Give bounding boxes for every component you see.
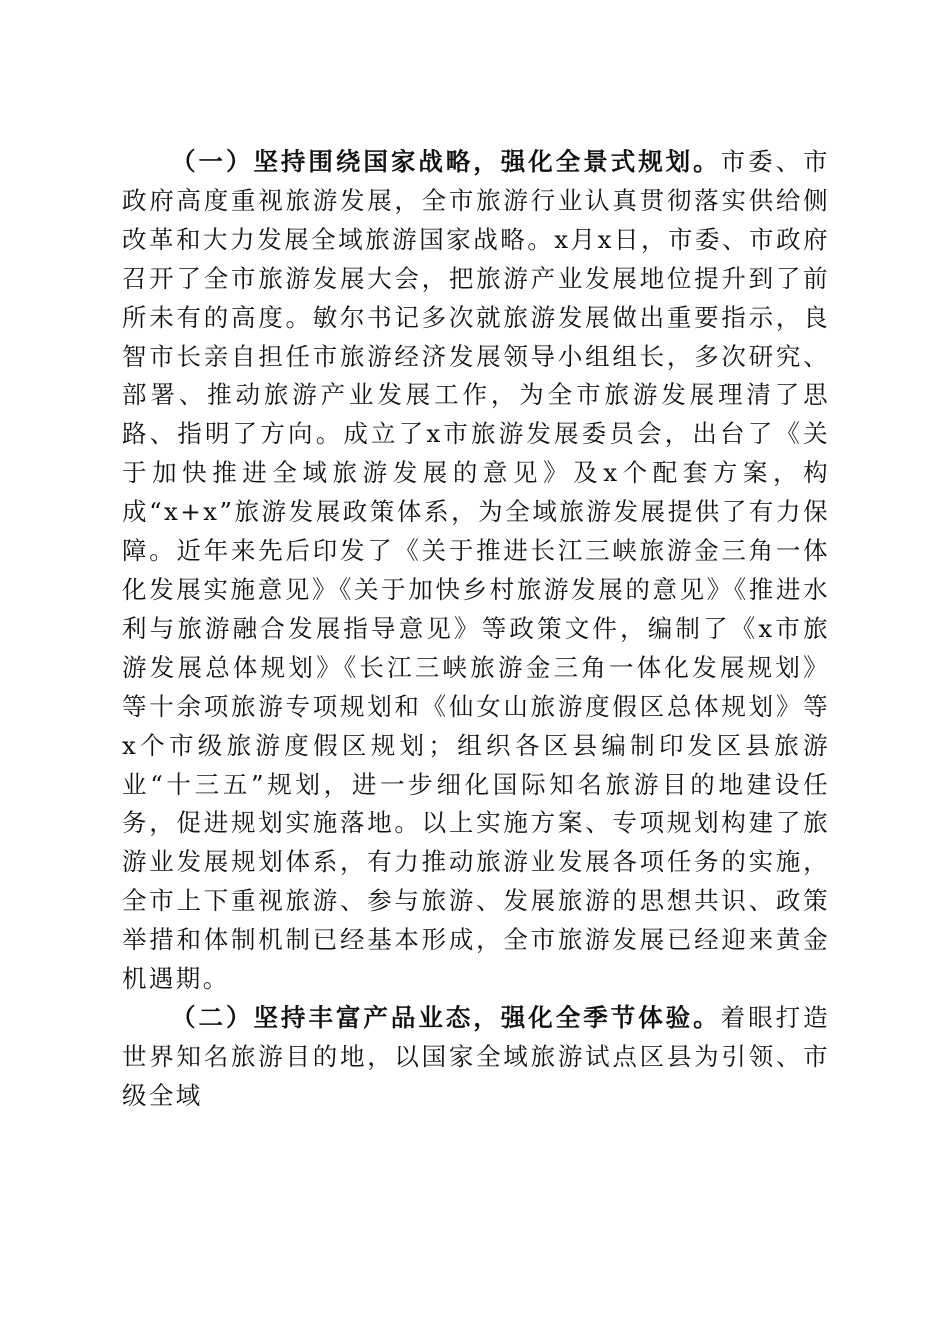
paragraph-2-body: 着眼打造世界知名旅游目的地，以国家全域旅游试点区县为引领、市级全域: [122, 1002, 831, 1110]
document-page: [122, 143, 830, 1116]
paragraph-2-heading: （二）坚持丰富产品业态，强化全季节体验。: [171, 1002, 721, 1032]
paragraph-2: [122, 999, 830, 1116]
paragraph-1-heading: （一）坚持围绕国家战略，强化全景式规划。: [171, 147, 721, 176]
paragraph-1-body: 市委、市政府高度重视旅游发展，全市旅游行业认真贯彻落实供给侧改革和大力发展全域旅游国家战略。x月x日，市委、市政府召开了全市旅游发展大会，把旅游产业发展地位提升到了前所未有的高度。敏尔书记多次就旅游发展做出重要指示，良智市长亲自担任市旅游经济发展领导小组组长，多次研究、部署、推动旅游产业发展工作，为全市旅游发展理清了思路、指明了方向。成立了x市旅游发展委员会，出台了《关于加快推进全域旅游发展的意见》及x个配套方案，构成“x+x”旅游发展政策体系，为全域旅游发展提供了有力保障。近年来先后印发了《关于推进长江三峡旅游金三角一体化发展实施意见》《关于加快乡村旅游发展的意见》《推进水利与旅游融合发展指导意见》等政策文件，编制了《x市旅游发展总体规划》《长江三峡旅游金三角一体化发展规划》等十余项旅游专项规划和《仙女山旅游度假区总体规划》等x个市级旅游度假区规划；组织各区县编制印发区县旅游业“十三五”规划，进一步细化国际知名旅游目的地建设任务，促进规划实施落地。以上实施方案、专项规划构建了旅游业发展规划体系，有力推动旅游业发展各项任务的实施，全市上下重视旅游、参与旅游、发展旅游的思想共识、政策举措和体制机制已经基本形成，全市旅游发展已经迎来黄金机遇期。: [122, 147, 831, 994]
paragraph-1: [122, 143, 830, 999]
